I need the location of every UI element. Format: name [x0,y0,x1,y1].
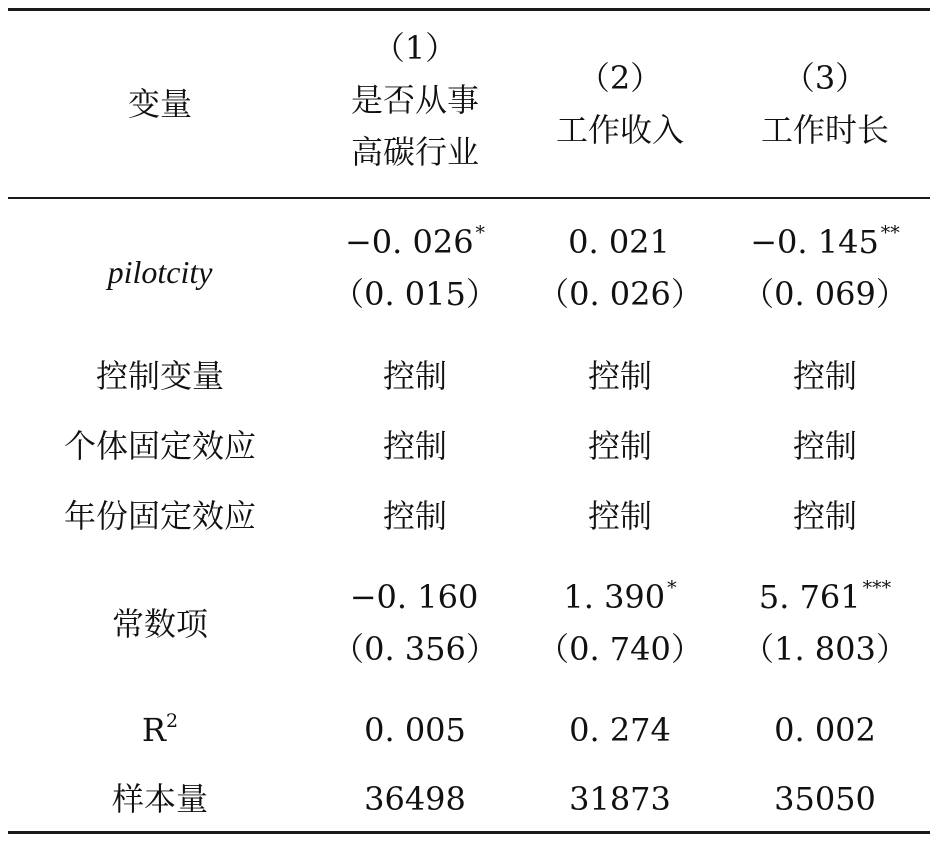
header-col1 [310,22,520,178]
individual-fe-col3: 控制 [792,427,857,465]
controls-col2: 控制 [587,357,652,395]
std-error: （1. 803） [742,630,908,668]
pilotcity-col1 [310,216,520,320]
std-error: （0. 069） [742,275,908,313]
r-squared-col3: 0. 002 [774,711,876,749]
individual-fe-col2: 控制 [587,427,652,465]
std-error: （0. 026） [537,275,703,313]
header-col3-title: 工作时长 [760,111,889,149]
constant-col1 [310,571,520,675]
pilotcity-col2 [520,216,720,320]
header-col3-number: （3） [782,59,868,97]
header-col3 [725,52,925,156]
coef-value: 0. 021 [568,223,670,261]
top-rule [8,8,930,11]
significance-stars: ** [880,222,900,244]
header-col2-title: 工作收入 [555,111,684,149]
row-label-pilotcity: pilotcity [107,254,213,290]
coef-value: 1. 390 * [563,577,677,616]
std-error: （0. 740） [537,630,703,668]
header-col1-title-line2: 高碳行业 [350,133,479,171]
row-label-constant: 常数项 [111,605,208,643]
row-label-individual-fe: 个体固定效应 [63,427,256,465]
significance-stars: *** [862,577,892,599]
r-squared-col1: 0. 005 [364,711,466,749]
sample-size-col3: 35050 [774,780,876,818]
individual-fe-col1: 控制 [382,427,447,465]
header-col2-number: （2） [577,59,663,97]
std-error: （0. 356） [332,630,498,668]
coef-value: −0. 160 [349,578,479,616]
significance-stars: * [475,222,486,244]
constant-col3 [725,571,925,675]
year-fe-col1: 控制 [382,497,447,535]
sample-size-col2: 31873 [569,780,671,818]
std-error: （0. 015） [332,275,498,313]
constant-col2 [520,571,720,675]
header-col2 [520,52,720,156]
header-col1-number: （1） [372,29,458,67]
row-label-sample-size: 样本量 [111,780,208,818]
row-label-year-fe: 年份固定效应 [63,497,256,535]
sample-size-col1: 36498 [364,780,466,818]
year-fe-col2: 控制 [587,497,652,535]
pilotcity-col3 [725,216,925,320]
row-label-controls: 控制变量 [95,357,224,395]
row-label-r-squared: $R^2$ [141,710,179,749]
significance-stars: * [667,577,677,599]
coef-value: −0. 145 ** [750,222,900,261]
year-fe-col3: 控制 [792,497,857,535]
bottom-rule [8,831,930,834]
controls-col1: 控制 [382,357,447,395]
coef-value: 5. 761 *** [758,577,892,616]
controls-col3: 控制 [792,357,857,395]
header-variable: 变量 [127,85,192,123]
r-squared-col2: 0. 274 [569,711,671,749]
header-rule [8,197,930,199]
header-col1-title-line1: 是否从事 [350,81,479,119]
coef-value: −0. 026 * [344,222,486,261]
